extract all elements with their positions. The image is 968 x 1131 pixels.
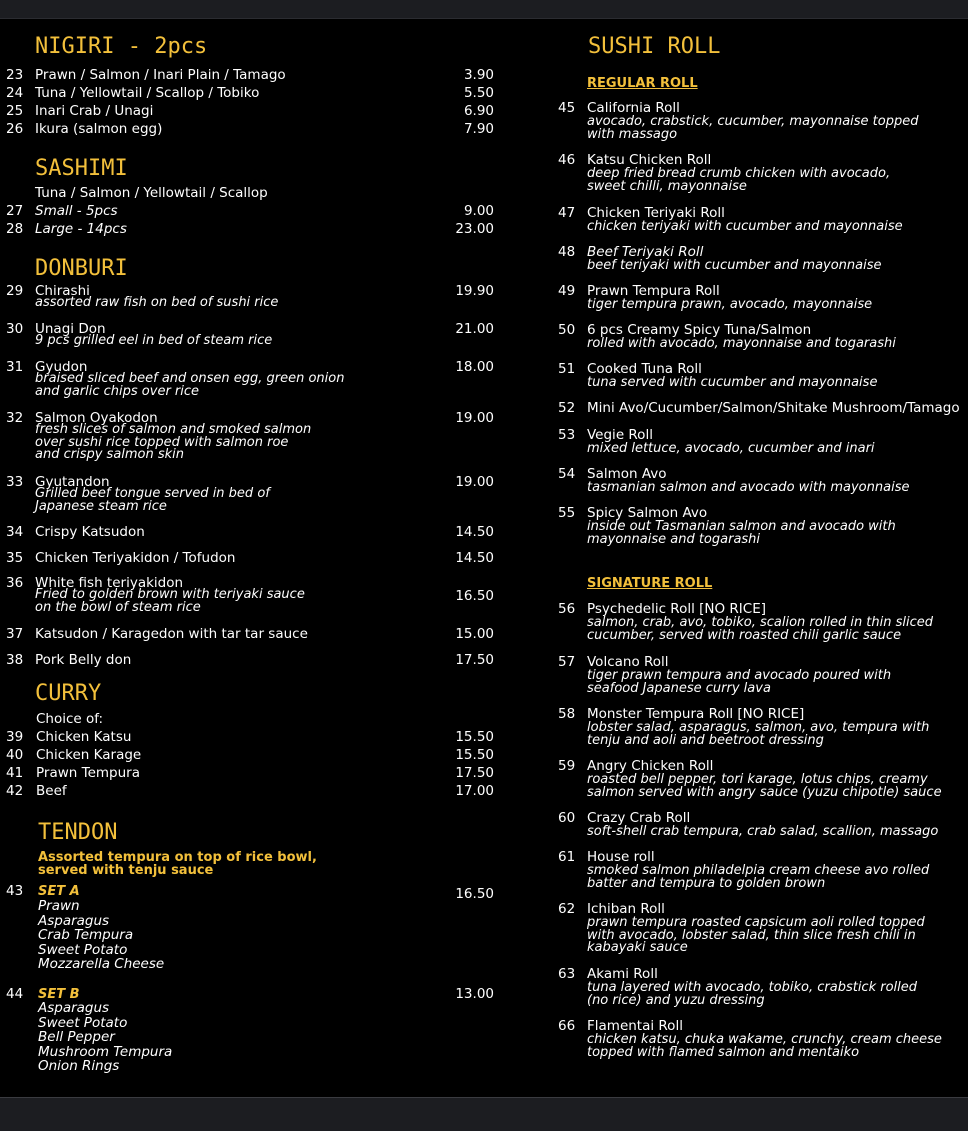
item-description: tiger tempura prawn, avocado, mayonnaise: [587, 297, 873, 312]
tendon-note: Assorted tempura on top of rice bowl, served with tenju sauce: [38, 850, 317, 878]
item-number: 43: [6, 883, 24, 899]
item-description: 9 pcs grilled eel in bed of steam rice: [35, 333, 273, 348]
curry-heading: CURRY: [35, 681, 102, 706]
sushi-roll-heading: SUSHI ROLL: [588, 34, 721, 59]
item-description: deep fried bread crumb chicken with avocado, sweet chilli, mayonnaise: [587, 166, 891, 194]
regular-roll-label: REGULAR ROLL: [587, 76, 698, 91]
bottom-bar: [0, 1097, 968, 1131]
item-number: 32: [6, 410, 24, 426]
item-description: tasmanian salmon and avocado with mayonnaise: [587, 480, 910, 495]
item-name: Unagi Don: [35, 321, 106, 337]
item-name: Spicy Salmon Avo: [587, 505, 708, 521]
item-number: 40: [6, 747, 24, 763]
item-price: 23.00: [455, 221, 494, 237]
item-number: 66: [558, 1018, 576, 1034]
item-name: Prawn Tempura Roll: [587, 283, 720, 299]
item-number: 41: [6, 765, 24, 781]
item-name: Ikura (salmon egg): [35, 121, 163, 137]
item-number: 49: [558, 283, 576, 299]
item-price: 17.50: [455, 652, 494, 668]
item-name: Tuna / Yellowtail / Scallop / Tobiko: [35, 85, 260, 101]
item-price: 15.50: [455, 747, 494, 763]
item-description: fresh slices of salmon and smoked salmon over sushi rice topped with salmon roe and crispy salmon skin: [35, 422, 312, 462]
item-description: mixed lettuce, avocado, cucumber and inari: [587, 441, 875, 456]
item-price: 15.50: [455, 729, 494, 745]
item-number: 60: [558, 810, 576, 826]
item-price: 14.50: [455, 524, 494, 540]
item-name: White fish teriyakidon: [35, 575, 184, 591]
item-name: Katsudon / Karagedon with tar tar sauce: [35, 626, 308, 642]
item-description: Grilled beef tongue served in bed of Japanese steam rice: [35, 486, 270, 514]
item-description: tiger prawn tempura and avocado poured with seafood Japanese curry lava: [587, 668, 892, 696]
item-name: Mini Avo/Cucumber/Salmon/Shitake Mushroom/Tamago: [587, 400, 960, 416]
item-name: Prawn / Salmon / Inari Plain / Tamago: [35, 67, 286, 83]
top-bar: [0, 0, 968, 19]
item-name: Small - 5pcs: [35, 203, 118, 219]
item-number: 34: [6, 524, 24, 540]
item-price: 21.00: [455, 321, 494, 337]
item-description: lobster salad, asparagus, salmon, avo, tempura with tenju and aoli and beetroot dressing: [587, 720, 930, 748]
item-number: 30: [6, 321, 24, 337]
item-description: prawn tempura roasted capsicum aoli rolled topped with avocado, lobster salad, thin slice fresh chili in kabayaki sauce: [587, 915, 925, 955]
item-name: Prawn Tempura: [36, 765, 140, 781]
item-number: 44: [6, 986, 24, 1002]
sashimi-heading: SASHIMI: [35, 156, 128, 181]
curry-subtitle: Choice of:: [36, 711, 104, 727]
item-price: 17.50: [455, 765, 494, 781]
item-price: 17.00: [455, 783, 494, 799]
set-contents: Asparagus Sweet Potato Bell Pepper Mushroom Tempura Onion Rings: [38, 1000, 173, 1074]
item-number: 52: [558, 400, 576, 416]
item-description: avocado, crabstick, cucumber, mayonnaise topped with massago: [587, 114, 919, 142]
item-number: 54: [558, 466, 576, 482]
item-name: Psychedelic Roll [NO RICE]: [587, 601, 766, 617]
item-description: soft-shell crab tempura, crab salad, scallion, massago: [587, 824, 939, 839]
item-number: 23: [6, 67, 24, 83]
item-number: 59: [558, 758, 576, 774]
item-price: 14.50: [455, 550, 494, 566]
item-number: 50: [558, 322, 576, 338]
donburi-heading: DONBURI: [35, 256, 128, 281]
item-number: 29: [6, 283, 24, 299]
item-number: 42: [6, 783, 24, 799]
item-number: 46: [558, 152, 576, 168]
item-number: 45: [558, 100, 576, 116]
item-name: Inari Crab / Unagi: [35, 103, 154, 119]
item-number: 61: [558, 849, 576, 865]
item-description: chicken katsu, chuka wakame, crunchy, cream cheese topped with flamed salmon and mentaiko: [587, 1032, 942, 1060]
item-description: salmon, crab, avo, tobiko, scalion rolled in thin sliced cucumber, served with roasted chili garlic sauce: [587, 615, 934, 643]
item-number: 38: [6, 652, 24, 668]
item-price: 3.90: [463, 67, 494, 83]
item-name: Chirashi: [35, 283, 90, 299]
item-price: 6.90: [463, 103, 494, 119]
item-number: 35: [6, 550, 24, 566]
item-price: 16.50: [455, 886, 494, 902]
item-number: 55: [558, 505, 576, 521]
set-label: SET A: [38, 884, 80, 899]
item-price: 15.00: [455, 626, 494, 642]
item-name: Gyutandon: [35, 474, 110, 490]
item-name: Gyudon: [35, 359, 88, 375]
item-name: Cooked Tuna Roll: [587, 361, 702, 377]
item-name: Beef Teriyaki Roll: [587, 244, 704, 260]
item-number: 37: [6, 626, 24, 642]
item-number: 24: [6, 85, 24, 101]
item-number: 25: [6, 103, 24, 119]
item-price: 18.00: [455, 359, 494, 375]
item-name: Large - 14pcs: [35, 221, 127, 237]
item-description: smoked salmon philadelpia cream cheese avo rolled batter and tempura to golden brown: [587, 863, 930, 891]
item-name: Chicken Teriyakidon / Tofudon: [35, 550, 236, 566]
item-price: 9.00: [463, 203, 494, 219]
item-name: Salmon Avo: [587, 466, 667, 482]
nigiri-heading: NIGIRI - 2pcs: [35, 34, 208, 59]
item-description: chicken teriyaki with cucumber and mayonnaise: [587, 219, 903, 234]
item-price: 5.50: [463, 85, 494, 101]
item-number: 63: [558, 966, 576, 982]
item-name: Ichiban Roll: [587, 901, 665, 917]
item-name: Chicken Teriyaki Roll: [587, 205, 725, 221]
set-contents: Prawn Asparagus Crab Tempura Sweet Potato Mozzarella Cheese: [38, 898, 165, 972]
item-number: 57: [558, 654, 576, 670]
item-description: Fried to golden brown with teriyaki sauce on the bowl of steam rice: [35, 587, 305, 615]
item-name: Chicken Katsu: [36, 729, 132, 745]
tendon-heading: TENDON: [38, 820, 118, 845]
item-price: 19.90: [455, 283, 494, 299]
item-number: 28: [6, 221, 24, 237]
item-name: Salmon Oyakodon: [35, 410, 158, 426]
item-description: braised sliced beef and onsen egg, green onion and garlic chips over rice: [35, 371, 345, 399]
item-number: 58: [558, 706, 576, 722]
item-number: 26: [6, 121, 24, 137]
item-description: beef teriyaki with cucumber and mayonnaise: [587, 258, 882, 273]
item-name: Chicken Karage: [36, 747, 142, 763]
item-number: 56: [558, 601, 576, 617]
item-name: California Roll: [587, 100, 680, 116]
item-description: tuna served with cucumber and mayonnaise: [587, 375, 878, 390]
sashimi-subtitle: Tuna / Salmon / Yellowtail / Scallop: [35, 185, 268, 201]
item-name: Angry Chicken Roll: [587, 758, 714, 774]
item-name: Pork Belly don: [35, 652, 132, 668]
item-price: 16.50: [455, 588, 494, 604]
item-name: House roll: [587, 849, 655, 865]
item-name: Monster Tempura Roll [NO RICE]: [587, 706, 805, 722]
item-name: Volcano Roll: [587, 654, 669, 670]
item-name: Vegie Roll: [587, 427, 653, 443]
item-description: inside out Tasmanian salmon and avocado with mayonnaise and togarashi: [587, 519, 896, 547]
item-name: Akami Roll: [587, 966, 658, 982]
item-description: roasted bell pepper, tori karage, lotus chips, creamy salmon served with angry sauce (yuzu chipotle) sauce: [587, 772, 942, 800]
item-name: Crazy Crab Roll: [587, 810, 691, 826]
item-name: Beef: [36, 783, 67, 799]
item-price: 13.00: [455, 986, 494, 1002]
item-number: 62: [558, 901, 576, 917]
item-description: rolled with avocado, mayonnaise and togarashi: [587, 336, 896, 351]
item-description: tuna layered with avocado, tobiko, crabstick rolled (no rice) and yuzu dressing: [587, 980, 918, 1008]
item-number: 39: [6, 729, 24, 745]
item-number: 33: [6, 474, 24, 490]
item-name: Crispy Katsudon: [35, 524, 145, 540]
item-name: Katsu Chicken Roll: [587, 152, 712, 168]
item-number: 27: [6, 203, 24, 219]
item-number: 51: [558, 361, 576, 377]
item-price: 19.00: [455, 410, 494, 426]
item-price: 7.90: [463, 121, 494, 137]
item-description: assorted raw fish on bed of sushi rice: [35, 295, 279, 310]
item-number: 31: [6, 359, 24, 375]
item-number: 53: [558, 427, 576, 443]
item-price: 19.00: [455, 474, 494, 490]
signature-roll-label: SIGNATURE ROLL: [587, 576, 713, 591]
item-number: 47: [558, 205, 576, 221]
item-number: 48: [558, 244, 576, 260]
set-label: SET B: [38, 987, 80, 1002]
item-name: Flamentai Roll: [587, 1018, 683, 1034]
item-name: 6 pcs Creamy Spicy Tuna/Salmon: [587, 322, 812, 338]
item-number: 36: [6, 575, 24, 591]
